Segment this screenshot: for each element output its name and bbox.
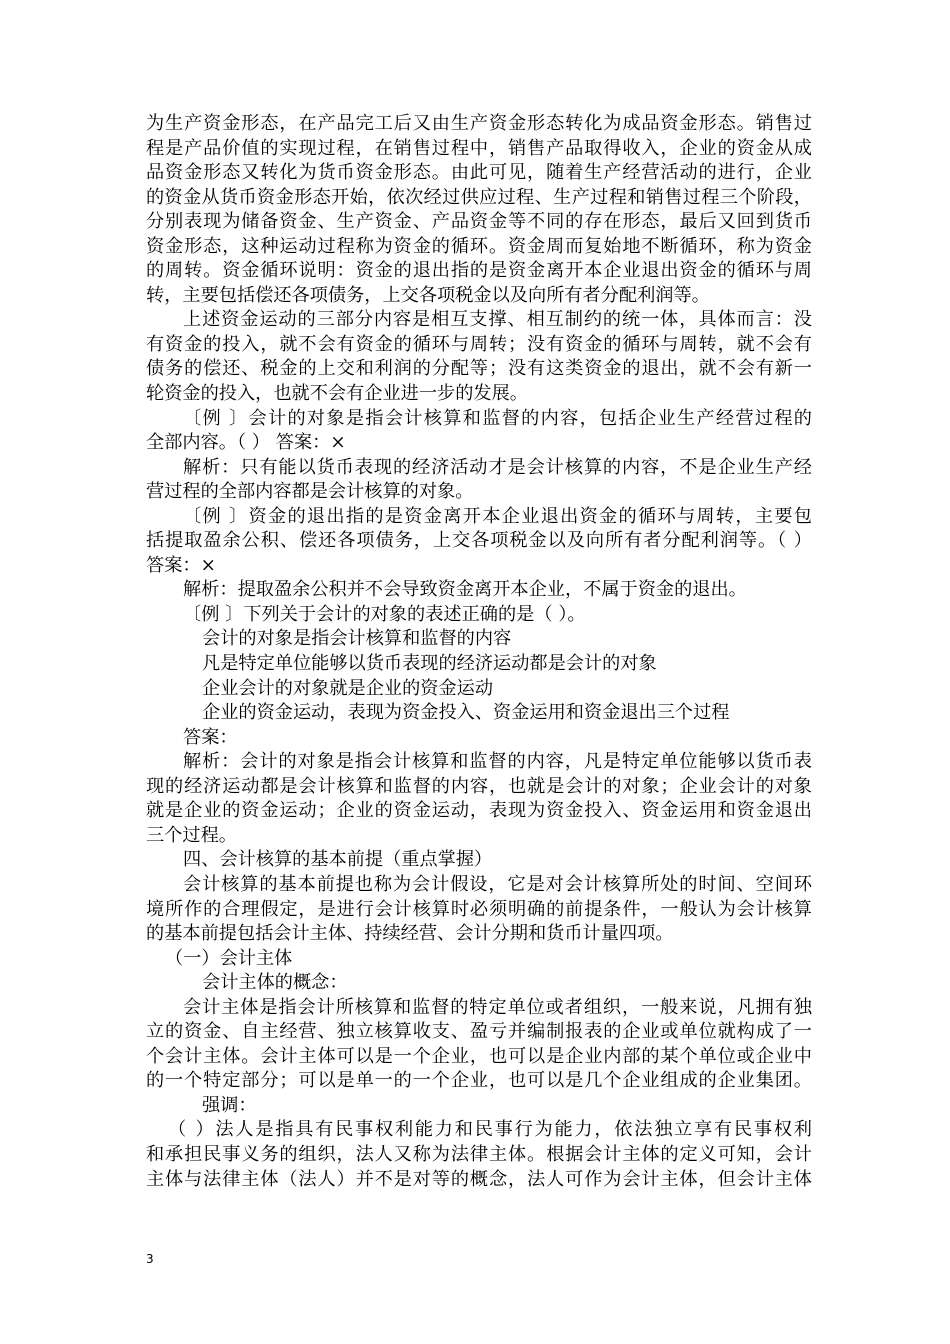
text-line: 全部内容。（ ） 答案：×: [146, 432, 346, 454]
text-line: 〔例 〕下列关于会计的对象的表述正确的是（ ）。: [183, 603, 586, 625]
list-item: 会计的对象是指会计核算和监督的内容: [202, 628, 512, 650]
text-line: 现的经济运动都是会计核算和监督的内容，也就是会计的对象；企业会计的对象: [146, 775, 812, 797]
text-line: 的基本前提包括会计主体、持续经营、会计分期和货币计量四项。: [146, 923, 674, 945]
text-line: 境所作的合理假定，是进行会计核算时必须明确的前提条件，一般认为会计核算: [146, 898, 812, 920]
text-line: 答案：: [183, 726, 238, 748]
text-line: 营过程的全部内容都是会计核算的对象。: [146, 481, 474, 503]
list-item: 凡是特定单位能够以货币表现的经济运动都是会计的对象: [202, 653, 657, 675]
text-line: 立的资金、自主经营、独立核算收支、盈亏并编制报表的企业或单位就构成了一: [146, 1021, 812, 1043]
text-line: 解析：会计的对象是指会计核算和监督的内容，凡是特定单位能够以货币表: [183, 751, 812, 773]
subsection-heading: 会计主体的概念：: [202, 972, 348, 994]
text-line: 和承担民事义务的组织，法人又称为法律主体。根据会计主体的定义可知，会计: [146, 1143, 812, 1165]
text-line: 分别表现为储备资金、生产资金、产品资金等不同的存在形态，最后又回到货币: [146, 211, 812, 233]
subsection-heading: （一）会计主体: [165, 947, 293, 969]
text-line: 有资金的投入，就不会有资金的循环与周转；没有资金的循环与周转，就不会有: [146, 333, 812, 355]
text-line: 个会计主体。会计主体可以是一个企业，也可以是企业内部的某个单位或企业中: [146, 1045, 812, 1067]
text-line: 括提取盈余公积、偿还各项债务，上交各项税金以及向所有者分配利润等。（ ）: [146, 530, 812, 552]
text-line: 解析：只有能以货币表现的经济活动才是会计核算的内容，不是企业生产经: [183, 456, 812, 478]
text-line: 转，主要包括偿还各项债务，上交各项税金以及向所有者分配利润等。: [146, 284, 710, 306]
text-line: 资金形态，这种运动过程称为资金的循环。资金周而复始地不断循环，称为资金: [146, 235, 812, 257]
text-line: 上述资金运动的三部分内容是相互支撑、相互制约的统一体，具体而言：没: [183, 309, 812, 331]
list-item: 企业的资金运动，表现为资金投入、资金运用和资金退出三个过程: [202, 702, 730, 724]
text-line: 答案：×: [146, 554, 216, 576]
text-line: 程是产品价值的实现过程，在销售过程中，销售产品取得收入，企业的资金从成: [146, 137, 812, 159]
section-heading: 四、会计核算的基本前提（重点掌握）: [183, 849, 493, 871]
text-line: 债务的偿还、税金的上交和利润的分配等；没有这类资金的退出，就不会有新一: [146, 358, 812, 380]
text-line: 主体与法律主体（法人）并不是对等的概念，法人可作为会计主体，但会计主体: [146, 1168, 812, 1190]
text-line: 会计核算的基本前提也称为会计假设，它是对会计核算所处的时间、空间环: [183, 873, 812, 895]
text-line: 的一个特定部分；可以是单一的一个企业，也可以是几个企业组成的企业集团。: [146, 1070, 812, 1092]
text-line: 〔例 〕会计的对象是指会计核算和监督的内容，包括企业生产经营过程的: [183, 407, 812, 429]
document-body: [146, 112, 812, 1192]
text-line: 〔例 〕资金的退出指的是资金离开本企业退出资金的循环与周转，主要包: [183, 505, 812, 527]
text-line: （ ）法人是指具有民事权利能力和民事行为能力，依法独立享有民事权利: [168, 1119, 812, 1141]
text-line: 轮资金的投入，也就不会有企业进一步的发展。: [146, 383, 528, 405]
text-line: 品资金形态又转化为货币资金形态。由此可见，随着生产经营活动的进行，企业: [146, 162, 812, 184]
text-line: 会计主体是指会计所核算和监督的特定单位或者组织，一般来说，凡拥有独: [183, 996, 812, 1018]
list-item: 企业会计的对象就是企业的资金运动: [202, 677, 494, 699]
text-line: 三个过程。: [146, 824, 237, 846]
text-line: 强调：: [202, 1094, 257, 1116]
text-line: 就是企业的资金运动；企业的资金运动，表现为资金投入、资金运用和资金退出: [146, 800, 812, 822]
text-line: 的资金从货币资金形态开始，依次经过供应过程、生产过程和销售过程三个阶段，: [146, 186, 812, 208]
page-number: 3: [146, 1252, 154, 1266]
text-line: 的周转。资金循环说明：资金的退出指的是资金离开本企业退出资金的循环与周: [146, 260, 812, 282]
text-line: 解析：提取盈余公积并不会导致资金离开本企业，不属于资金的退出。: [183, 579, 747, 601]
text-line: 为生产资金形态，在产品完工后又由生产资金形态转化为成品资金形态。销售过: [146, 113, 812, 134]
